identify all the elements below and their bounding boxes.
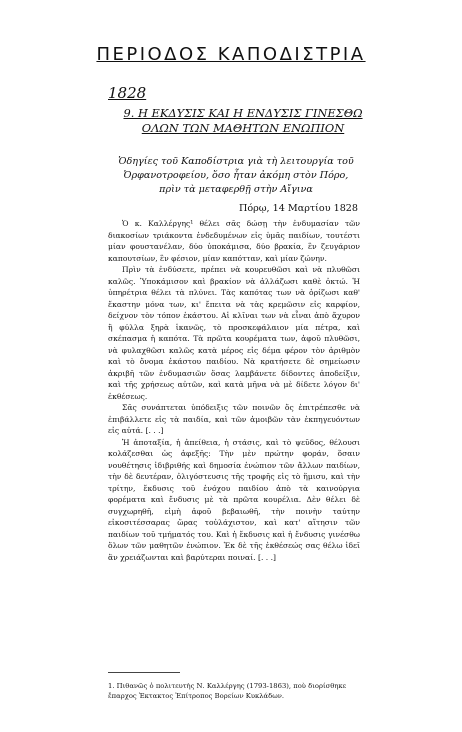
section-year: 1828 (108, 84, 147, 102)
footnote-divider (108, 672, 180, 673)
paragraph: Σᾶς συνάπτεται ὑπόδειξις τῶν ποινῶν ὅς ἐπιτρέπεσθε νὰ ἐπιβάλλετε εἰς τὰ παιδία, καὶ τῶν ἀμοιβῶν τὰν ἐκπηγευόντων εἰς αὐτά. [. . .] (108, 403, 360, 435)
footnote: 1. Πιθανῶς ὁ πολιτευτὴς Ν. Καλλέργης (1793-1863), ποὺ διορίσθηκε ἔπαρχος Ἐκτακτος Ἐπίτροπος Βορείων Κυκλάδων. (108, 682, 347, 700)
paragraph: Ἡ ἀποταξία, ἡ ἀπείθεια, ἡ στάσις, καὶ τὸ ψεῦδος, θέλουσι κολάζεσθαι ὡς ἀφεξῆς: Τὴν μὲν πρώτην φοράν, ὅσαιν νουθέτησις ἰδιβριθής καὶ δημοσία ἐνώπιον τῶν ἄλλων παιδίων, τὴν δὲ δευτέραν, ὀλιγόστευσις τῆς τροφῆς εἰς τὸ ἥμισυ, καὶ τὴν τρίτην, ἔκδυσις τοῦ ἐνόχου παιδίου ἀπὸ τὰ καινούργια φορέματα καὶ ἔνδυσις μὲ τὰ πρῶτα κουρέλια. Δὲν θέλει δὲ συγχωρηθῆ, εἰμὴ ἀφοῦ βεβαιωθῆ, τὴν ποινὴν ταύτην εἰκοσιτέσσαρας ὥρας τοὐλάχιστον, καὶ κατ' αἴτησιν τῶν παιδίων τοῦ τμήματός του. Καὶ ἡ ἔκδυσις καὶ ἡ ἔνδυσις γινέσθω ὅλων τῶν μαθητῶν ἐνώπιον. Ἐκ δὲ τῆς ἐκθέσεώς σας θέλω ἰδεῖ ἂν χρειάζωνται καὶ βαρύτεραι ποιναί. [. . .] (108, 437, 360, 562)
paragraph: Πρὶν τὰ ἐνδύσετε, πρέπει νὰ κουρευθῶσι καὶ νὰ πλυθῶσι καλῶς. Ὑποκάμισον καὶ βρακίον νὰ ἀλλάζωσι καθὲ ὀκτώ. Ἡ ὑπηρέτρια θέλει τὰ πλύνει. Τὰς καπότας των νὰ ὁρίζωσι καθ' ἕκαστην μόνα των, κι' ἔπειτα νὰ τὰς κρεμῶσιν εἰς καρφίον, δείχνον τὸν τόπον ἑκάστου. Αἱ κλῖναι των νὰ εἶναι ἀπὸ ἄχυρον ἢ φύλλα ξηρὰ ἱκανῶς, τὸ προσκεφάλαιον μία πέτρα, καὶ σκέπασμα ἡ καπότα. Τὰ πρῶτα κουρέματα των, ἀφοῦ πλυθῶσι, νὰ φυλαχθῶσι καλῶς κατὰ μέρος εἰς δέμα φέρον τὸν ἀριθμὸν καὶ τὸ ὄνομα ἑκάστου παιδίου. Νὰ κρατήσετε δὲ σημείωσιν ἀκριβῆ τῶν ἐνδυμασιῶν ὅσας λαμβάνετε δίδοντες ἀποδείξιν, καὶ τῆς χρήσεως αὐτῶν, καὶ κατὰ μῆνα νὰ μὲ δίδετε λόγον δι' ἐκθέσεως. (108, 265, 360, 401)
document-subtitle: Ὁδηγίες τοῦ Καποδίστρια γιὰ τὴ λειτουργία τοῦ Ὀρφανοτροφείου, ὅσο ἦταν ἀκόμη στὸν Πόρο, πρὶν τὰ μεταφερθῇ στὴν Αἴγινα (118, 156, 354, 195)
dateline: Πόρῳ, 14 Μαρτίου 1828 (238, 203, 358, 214)
body-text (108, 218, 360, 563)
paragraph: Ὁ κ. Καλλέργης¹ θέλει σᾶς δώσῃ τὴν ἐνδυμασίαν τῶν διακοσίων τριάκοντα ἐνδεδυμένων εἰς ὑμᾶς παιδίων, τουτέστι μίαν φουστανέλαν, δύο ὑποκάμισα, δύο βρακία, ἓν ζευγάριον καπουτσίων, ἓν φέσιον, μίαν καπότταν, καὶ μίαν ζώνην. (108, 219, 360, 263)
document-heading (98, 106, 388, 136)
running-head: ΠΕΡΙΟΔΟΣ ΚΑΠΟΔΙΣΤΡΙΑ (96, 44, 366, 65)
heading-line-1: 9. Η ΕΚΔΥΣΙΣ ΚΑΙ Η ΕΝΔΥΣΙΣ ΓΙΝΕΣΘΩ (123, 106, 363, 120)
heading-line-2: ΟΛΩΝ ΤΩΝ ΜΑΘΗΤΩΝ ΕΝΩΠΙΟΝ (141, 121, 345, 135)
